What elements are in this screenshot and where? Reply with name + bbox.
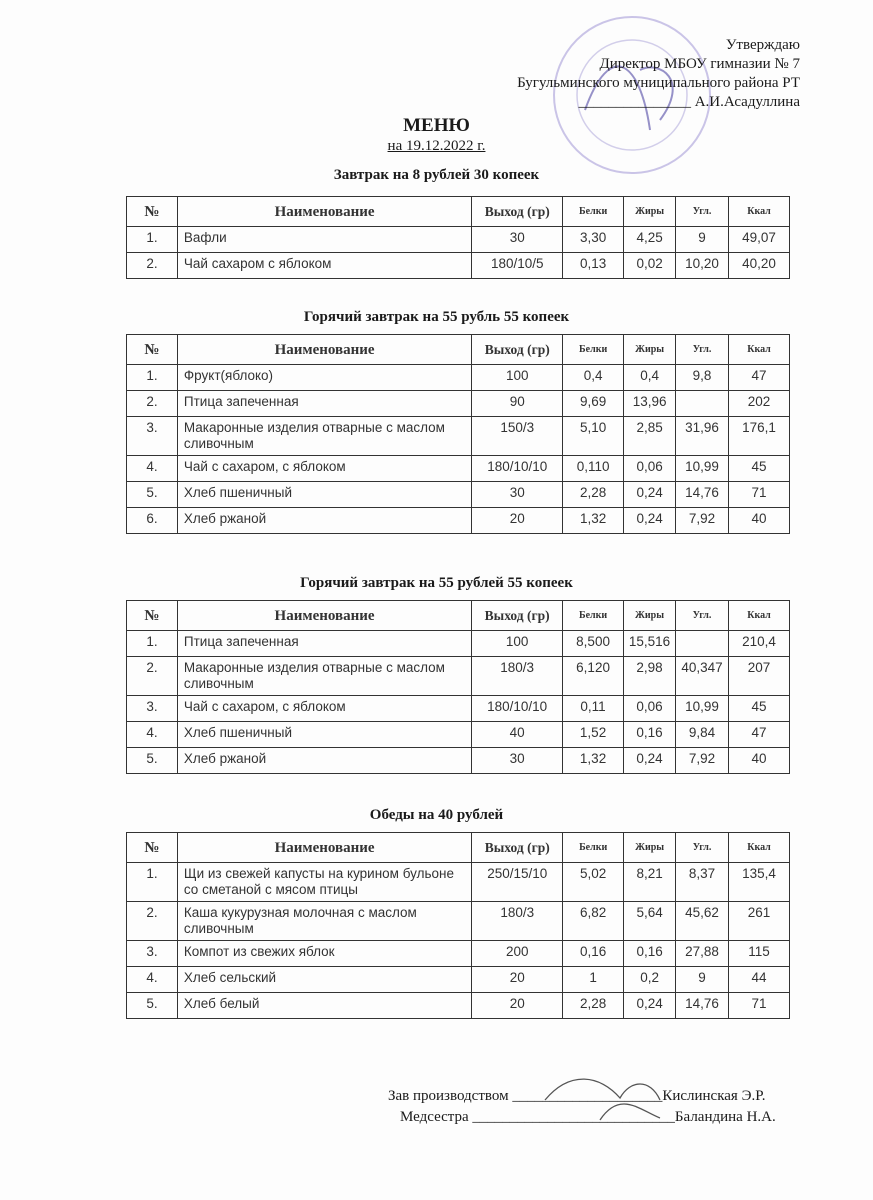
cell-kcal: 45 <box>729 456 790 482</box>
menu-table <box>126 600 790 774</box>
signature-production <box>388 1086 765 1107</box>
column-header-carb: Угл. <box>676 833 729 863</box>
table-row <box>127 863 790 902</box>
column-header-yield: Выход (гр) <box>472 833 563 863</box>
cell-yield: 30 <box>472 482 563 508</box>
cell-kcal: 202 <box>729 391 790 417</box>
column-header-name: Наименование <box>177 197 471 227</box>
cell-carb: 14,76 <box>676 482 729 508</box>
table-header <box>127 197 790 227</box>
cell-num: 1. <box>127 631 178 657</box>
signature-line: ____________________ <box>512 1088 663 1104</box>
cell-num: 6. <box>127 508 178 534</box>
column-header-protein: Белки <box>563 335 624 365</box>
cell-fat: 0,16 <box>624 941 676 967</box>
cell-protein: 9,69 <box>563 391 624 417</box>
signature-role: Зав производством <box>388 1088 509 1104</box>
cell-carb: 9 <box>676 227 729 253</box>
cell-fat: 0,02 <box>624 253 676 279</box>
column-header-kcal: Ккал <box>729 833 790 863</box>
cell-carb: 31,96 <box>676 417 729 456</box>
cell-fat: 0,16 <box>624 722 676 748</box>
section-title: Завтрак на 8 рублей 30 копеек <box>333 167 540 183</box>
cell-kcal: 176,1 <box>729 417 790 456</box>
column-header-kcal: Ккал <box>729 601 790 631</box>
cell-name: Каша кукурузная молочная с маслом сливочным <box>177 902 471 941</box>
cell-fat: 0,2 <box>624 967 676 993</box>
cell-num: 3. <box>127 417 178 456</box>
cell-num: 5. <box>127 993 178 1019</box>
cell-protein: 6,120 <box>563 657 624 696</box>
cell-num: 2. <box>127 657 178 696</box>
cell-fat: 2,85 <box>624 417 676 456</box>
menu-table <box>126 334 790 534</box>
cell-carb: 40,347 <box>676 657 729 696</box>
cell-protein: 0,110 <box>563 456 624 482</box>
cell-name: Компот из свежих яблок <box>177 941 471 967</box>
cell-fat: 0,24 <box>624 482 676 508</box>
cell-yield: 180/10/5 <box>472 253 563 279</box>
cell-num: 2. <box>127 253 178 279</box>
column-header-yield: Выход (гр) <box>472 601 563 631</box>
cell-protein: 0,13 <box>563 253 624 279</box>
table-row <box>127 365 790 391</box>
cell-carb: 9,84 <box>676 722 729 748</box>
approval-line: Директор МБОУ гимназии № 7 <box>599 56 800 72</box>
cell-carb: 10,99 <box>676 696 729 722</box>
table-row <box>127 941 790 967</box>
cell-carb: 7,92 <box>676 508 729 534</box>
cell-kcal: 47 <box>729 722 790 748</box>
table-row <box>127 456 790 482</box>
approval-line: Бугульминского муниципального района РТ <box>517 75 800 91</box>
table-header <box>127 601 790 631</box>
cell-fat: 0,24 <box>624 748 676 774</box>
table-row <box>127 391 790 417</box>
cell-name: Макаронные изделия отварные с маслом сливочным <box>177 417 471 456</box>
cell-carb: 27,88 <box>676 941 729 967</box>
cell-name: Чай с сахаром, с яблоком <box>177 696 471 722</box>
column-header-fat: Жиры <box>624 335 676 365</box>
cell-carb: 7,92 <box>676 748 729 774</box>
table-row <box>127 967 790 993</box>
cell-fat: 5,64 <box>624 902 676 941</box>
menu-table <box>126 832 790 1019</box>
cell-yield: 180/10/10 <box>472 456 563 482</box>
table-row <box>127 253 790 279</box>
cell-yield: 250/15/10 <box>472 863 563 902</box>
column-header-num: № <box>127 601 178 631</box>
cell-protein: 1 <box>563 967 624 993</box>
cell-num: 3. <box>127 941 178 967</box>
cell-protein: 3,30 <box>563 227 624 253</box>
table-row <box>127 631 790 657</box>
menu-table <box>126 196 790 279</box>
cell-kcal: 71 <box>729 482 790 508</box>
column-header-kcal: Ккал <box>729 335 790 365</box>
cell-protein: 2,28 <box>563 482 624 508</box>
cell-yield: 20 <box>472 967 563 993</box>
cell-yield: 20 <box>472 993 563 1019</box>
column-header-num: № <box>127 833 178 863</box>
cell-kcal: 71 <box>729 993 790 1019</box>
cell-yield: 100 <box>472 631 563 657</box>
cell-protein: 1,32 <box>563 508 624 534</box>
cell-num: 1. <box>127 863 178 902</box>
cell-yield: 100 <box>472 365 563 391</box>
cell-carb: 10,99 <box>676 456 729 482</box>
cell-kcal: 49,07 <box>729 227 790 253</box>
cell-name: Хлеб ржаной <box>177 748 471 774</box>
cell-carb: 10,20 <box>676 253 729 279</box>
cell-num: 5. <box>127 748 178 774</box>
cell-protein: 1,52 <box>563 722 624 748</box>
cell-name: Щи из свежей капусты на курином бульоне со сметаной с мясом птицы <box>177 863 471 902</box>
cell-fat: 0,24 <box>624 508 676 534</box>
cell-fat: 0,24 <box>624 993 676 1019</box>
cell-yield: 40 <box>472 722 563 748</box>
cell-yield: 200 <box>472 941 563 967</box>
cell-protein: 1,32 <box>563 748 624 774</box>
cell-fat: 0,4 <box>624 365 676 391</box>
cell-carb: 9 <box>676 967 729 993</box>
cell-yield: 30 <box>472 227 563 253</box>
cell-num: 2. <box>127 902 178 941</box>
cell-carb: 9,8 <box>676 365 729 391</box>
page-title: МЕНЮ <box>403 115 470 136</box>
cell-fat: 2,98 <box>624 657 676 696</box>
signature-name: Кислинская Э.Р. <box>662 1088 766 1104</box>
cell-name: Макаронные изделия отварные с маслом сливочным <box>177 657 471 696</box>
cell-kcal: 135,4 <box>729 863 790 902</box>
cell-carb <box>676 391 729 417</box>
table-row <box>127 696 790 722</box>
menu-date: на 19.12.2022 г. <box>387 138 486 154</box>
table-header <box>127 335 790 365</box>
signature-name: Баландина Н.А. <box>674 1109 776 1125</box>
section-title: Горячий завтрак на 55 рублей 55 копеек <box>300 575 573 591</box>
cell-name: Птица запеченная <box>177 391 471 417</box>
table-header <box>127 833 790 863</box>
cell-yield: 30 <box>472 748 563 774</box>
cell-kcal: 261 <box>729 902 790 941</box>
cell-name: Птица запеченная <box>177 631 471 657</box>
table-row <box>127 227 790 253</box>
signature-role: Медсестра <box>400 1109 469 1125</box>
table-row <box>127 722 790 748</box>
cell-kcal: 45 <box>729 696 790 722</box>
cell-kcal: 47 <box>729 365 790 391</box>
column-header-fat: Жиры <box>624 197 676 227</box>
column-header-protein: Белки <box>563 197 624 227</box>
cell-name: Чай с сахаром, с яблоком <box>177 456 471 482</box>
cell-fat: 4,25 <box>624 227 676 253</box>
column-header-protein: Белки <box>563 833 624 863</box>
section-title: Горячий завтрак на 55 рубль 55 копеек <box>303 309 570 325</box>
cell-name: Фрукт(яблоко) <box>177 365 471 391</box>
cell-num: 1. <box>127 365 178 391</box>
cell-protein: 0,11 <box>563 696 624 722</box>
table-row <box>127 657 790 696</box>
cell-kcal: 40 <box>729 508 790 534</box>
cell-name: Хлеб сельский <box>177 967 471 993</box>
cell-fat: 15,516 <box>624 631 676 657</box>
column-header-num: № <box>127 335 178 365</box>
cell-kcal: 207 <box>729 657 790 696</box>
cell-name: Хлеб белый <box>177 993 471 1019</box>
cell-name: Вафли <box>177 227 471 253</box>
column-header-yield: Выход (гр) <box>472 335 563 365</box>
cell-num: 4. <box>127 456 178 482</box>
cell-carb: 45,62 <box>676 902 729 941</box>
column-header-protein: Белки <box>563 601 624 631</box>
table-row <box>127 508 790 534</box>
column-header-fat: Жиры <box>624 833 676 863</box>
cell-carb: 8,37 <box>676 863 729 902</box>
section-title: Обеды на 40 рублей <box>369 807 504 823</box>
cell-name: Хлеб пшеничный <box>177 482 471 508</box>
table-row <box>127 748 790 774</box>
cell-protein: 5,02 <box>563 863 624 902</box>
cell-name: Хлеб ржаной <box>177 508 471 534</box>
cell-kcal: 40,20 <box>729 253 790 279</box>
approval-signature-line: _______________ А.И.Асадуллина <box>578 94 800 110</box>
cell-yield: 180/3 <box>472 657 563 696</box>
column-header-carb: Угл. <box>676 601 729 631</box>
column-header-num: № <box>127 197 178 227</box>
cell-carb <box>676 631 729 657</box>
cell-protein: 6,82 <box>563 902 624 941</box>
cell-yield: 150/3 <box>472 417 563 456</box>
cell-yield: 20 <box>472 508 563 534</box>
cell-fat: 0,06 <box>624 456 676 482</box>
table-row <box>127 993 790 1019</box>
cell-protein: 8,500 <box>563 631 624 657</box>
cell-yield: 180/3 <box>472 902 563 941</box>
column-header-name: Наименование <box>177 601 471 631</box>
column-header-carb: Угл. <box>676 197 729 227</box>
table-row <box>127 902 790 941</box>
cell-kcal: 40 <box>729 748 790 774</box>
cell-num: 2. <box>127 391 178 417</box>
approval-line: Утверждаю <box>725 37 800 53</box>
cell-num: 4. <box>127 722 178 748</box>
cell-kcal: 44 <box>729 967 790 993</box>
column-header-name: Наименование <box>177 335 471 365</box>
cell-num: 1. <box>127 227 178 253</box>
cell-protein: 0,4 <box>563 365 624 391</box>
cell-num: 3. <box>127 696 178 722</box>
table-row <box>127 482 790 508</box>
cell-num: 4. <box>127 967 178 993</box>
approval-block <box>517 36 800 112</box>
cell-yield: 180/10/10 <box>472 696 563 722</box>
cell-fat: 8,21 <box>624 863 676 902</box>
signature-line: ___________________________ <box>472 1109 675 1125</box>
cell-yield: 90 <box>472 391 563 417</box>
column-header-fat: Жиры <box>624 601 676 631</box>
cell-kcal: 115 <box>729 941 790 967</box>
signature-nurse <box>400 1107 776 1128</box>
column-header-carb: Угл. <box>676 335 729 365</box>
cell-protein: 5,10 <box>563 417 624 456</box>
cell-carb: 14,76 <box>676 993 729 1019</box>
cell-name: Чай сахаром с яблоком <box>177 253 471 279</box>
cell-name: Хлеб пшеничный <box>177 722 471 748</box>
cell-protein: 0,16 <box>563 941 624 967</box>
cell-protein: 2,28 <box>563 993 624 1019</box>
column-header-kcal: Ккал <box>729 197 790 227</box>
column-header-name: Наименование <box>177 833 471 863</box>
cell-num: 5. <box>127 482 178 508</box>
table-row <box>127 417 790 456</box>
column-header-yield: Выход (гр) <box>472 197 563 227</box>
cell-fat: 13,96 <box>624 391 676 417</box>
cell-kcal: 210,4 <box>729 631 790 657</box>
cell-fat: 0,06 <box>624 696 676 722</box>
